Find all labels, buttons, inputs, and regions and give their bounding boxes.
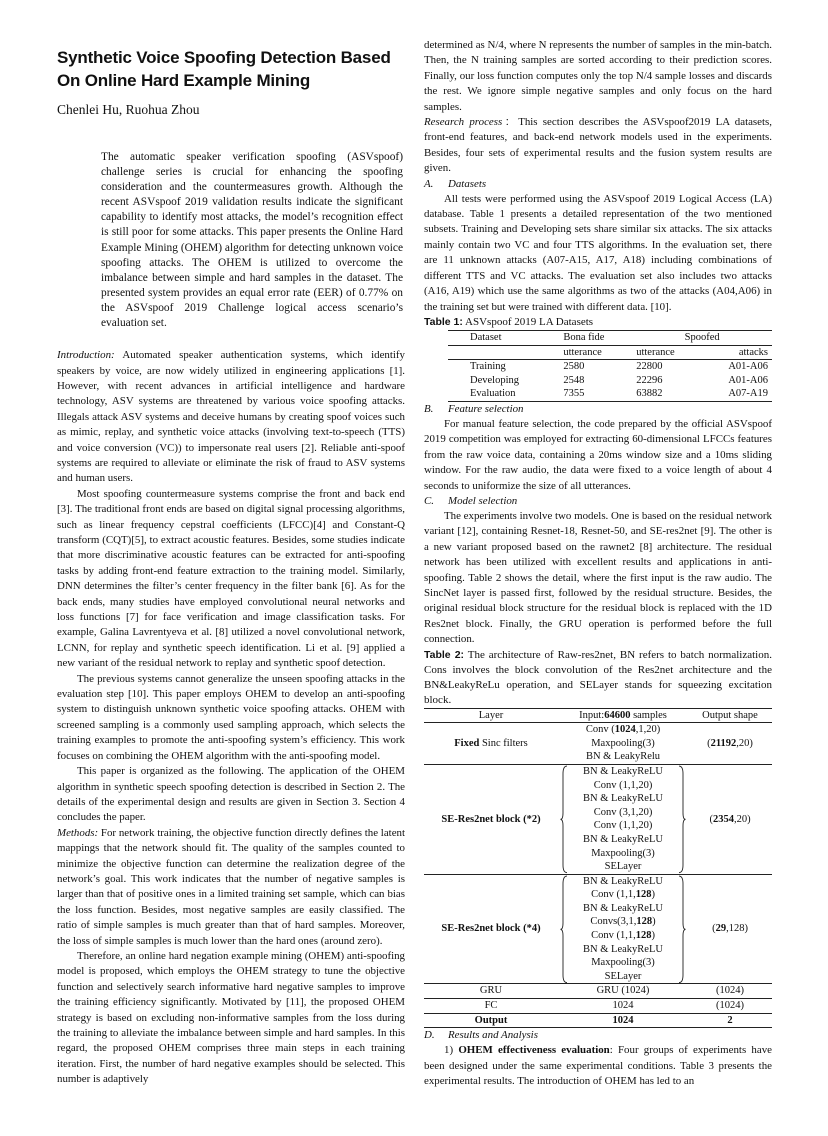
table-cell: Maxpooling(3) — [591, 737, 655, 749]
table-cell: A01-A06 — [728, 374, 768, 386]
table-cell: (21192,20) — [707, 737, 753, 749]
paragraph: The previous systems cannot generalize the unseen spoofing attacks in the evaluation step [10]. This paper employs OHEM to develop an anti-spoofing system to distinguish unknown synthetic voice spoofing attacks. OHEM with screened sampling is a commonly used sampling approach, which selects the training examples to promote the anti-spoofing system’s efficiency. This work focuses on combining the OHEM algorithm with the anti-spoofing model. — [57, 672, 405, 762]
table-cell: 1024 — [558, 1013, 688, 1028]
abstract — [101, 150, 403, 331]
paragraph: All tests were performed using the ASVspoof 2019 Logical Access (LA) database. Table 1 presents a detailed representation of the two mentioned subsets. Training and Developing sets share similar six attacks. The six attacks mainly contain two VC and four TTS algorithms. In the evaluation set, there are 11 unknown attacks (A07-A15, A17, A18) including combinations of different TTS and VC attacks. The evaluation set also includes two attacks (A16, A19) which use the same algorithms as two of the attacks (A04,A06) in the training set but were trained with different data. [10]. — [424, 192, 772, 313]
table1 — [448, 330, 772, 402]
paper-title — [57, 46, 405, 92]
table-cell: (29,128) — [688, 874, 772, 984]
table-header: utterance — [632, 345, 701, 360]
table-cell: 7355 — [559, 387, 632, 401]
table-header: Layer — [424, 708, 558, 723]
table-header: utterance — [559, 345, 632, 360]
table-cell: A01-A06 — [728, 361, 768, 373]
section-label: Methods: — [57, 826, 99, 839]
table-header: Bona fide — [559, 330, 632, 345]
table-cell: Developing — [470, 374, 519, 386]
paragraph: determined as N/4, where N represents the number of samples in the min-batch. Then, the N training samples are sorted according to their prediction scores. Finally, our loss function computes only the top N/4 sample losses and discards the rest. We ignore simple negative samples and only focus on the hard samples. — [424, 39, 772, 113]
title-line: On Online Hard Example Mining — [57, 71, 311, 90]
block-contents: BN & LeakyReLU Conv (1,1,20) BN & LeakyReLU Conv (3,1,20) Conv (1,1,20) BN & LeakyReLU Maxpooling(3) SELayer — [558, 764, 688, 874]
table-row — [424, 723, 772, 737]
table-cell: GRU — [424, 984, 558, 999]
table-cell: SE-Res2net block (*2) — [424, 764, 558, 874]
table-cell: (2354,20) — [688, 764, 772, 874]
table-cell: Fixed Sinc filters — [454, 737, 528, 749]
paragraph: The experiments involve two models. One is based on the residual network variant [12], containing Resnet-18, Resnet-50, and SE-res2net [9]. The other is a new variant proposed based on the rawnet2 [8] architecture. The residual network has been utilized with excellent results and applications in anti-spoofing. Table 2 shows the detail, where the first input is the raw audio. The SincNet layer is passed first, followed by the residual structure. Besides, the original residual block structure for the residual block is replaced with the 1D Res2net block. Finally, the GRU operation is performed before the full connection. — [424, 509, 772, 646]
subsection-heading: C. Model selection — [424, 494, 518, 507]
introduction-section — [57, 348, 405, 1088]
table-header: Input:64600 samples — [558, 708, 688, 723]
paragraph: Most spoofing countermeasure systems comprise the front and back end [3]. The traditional front ends are based on digital signal processing algorithms, such as linear frequency cepstral coefficients (LFCC)[4] and Constant-Q transform (CQT)[5], to extract acoustic features. Besides, some studies indicate that more discriminative acoustic features can be extracted for anti-spoofing tasks by adding front-end feature extraction to the training model. Similarly, DNN determines the filter’s center frequency in the filter bank [6]. As for the back ends, many studies have employed convolutional neural networks and loss functions [7] for face verification and image classification tasks. For example, Galina Lavrentyeva et al. [8] utilized a novel convolutional network, LCNN, for replay and synthetic speech identification. Li et al. [9] applied a new variant of the residual network to replay and synthetic spoof detection. — [57, 487, 405, 670]
left-column — [57, 46, 405, 1088]
right-column — [424, 38, 772, 1089]
table-header-row — [448, 345, 772, 360]
table-header: Output shape — [688, 708, 772, 723]
left-brace-icon — [560, 875, 568, 984]
title-line: Synthetic Voice Spoofing Detection Based — [57, 48, 391, 67]
table-cell: 22296 — [636, 374, 663, 386]
table-row — [448, 360, 772, 374]
table-header: Spoofed — [632, 330, 772, 345]
paragraph: Introduction: Automated speaker authentication systems, which identify speakers by voice, are now widely utilized in engineering applications [1]. However, with recent advances in artificial intelligence and hardware technology, ASV systems are threatened by various voice spoofing attacks. Illegals attack ASV systems and deceive humans by creating spoof voices such as mimic, replay, and synthetic voice attacks (involving text-to-speech (TTS) and voice conversion (VC)) to impersonate real users [2]. Reliable anti-spoof systems are required to alleviate or eliminate the risk of fraud to ASV systems and human users. — [57, 349, 405, 485]
table-header: Dataset — [448, 330, 559, 345]
table-cell: SE-Res2net block (*4) — [424, 874, 558, 984]
table-row — [448, 387, 772, 401]
table-cell: 1024 — [558, 999, 688, 1014]
paragraph: Methods: For network training, the objective function directly defines the latent mappings that the network should fit. The quality of the samples counted to minimize the objective function can determine the realization degree of the network’s goal. This work indicates that the number of negative samples is larger than that of positive ones in a limited training set sample, which can bias the loss function. Besides, most negative samples are easily classified. The ratio of simple samples is much greater than that of hard samples. Moreover, the loss of simple samples is much lower than the hard ones (around zero). — [57, 826, 405, 947]
paragraph: Research process：This section describes the ASVspoof2019 LA datasets, front-end features, and back-end network models used in the experiments. Besides, four sets of experimental results and the fusion system results are given. — [424, 116, 772, 175]
table-cell: 2 — [688, 1013, 772, 1028]
table-row — [424, 999, 772, 1014]
table-cell: Output — [424, 1013, 558, 1028]
table-cell: A07-A19 — [701, 387, 772, 401]
table-header-row — [424, 708, 772, 723]
table-row — [424, 1013, 772, 1028]
table-cell: 2548 — [563, 374, 585, 386]
table-cell: 22800 — [636, 361, 663, 373]
table-cell: Evaluation — [448, 387, 559, 401]
abstract-text: The automatic speaker verification spoofing (ASVspoof) challenge series is crucial for enhancing the spoofing consideration and the countermeasures growth. Although the recent ASVspoof 2019 validation results indicate the significant capability to identify most attacks, the model’s recognition effect is still poor for some attacks. This paper presents the Online Hard Example Mining (OHEM) algorithm for detecting unknown voice spoofing attacks. The OHEM is utilized to overcome the imbalance between simple and hard samples in the dataset. The presented system provides an equal error rate (EER) of 0.77% on the ASVspoof 2019 Challenge logical access scenario’s evaluation set. — [101, 151, 403, 330]
table2 — [424, 708, 772, 1029]
right-brace-icon — [678, 875, 686, 984]
left-brace-icon — [560, 765, 568, 874]
paragraph: This paper is organized as the following. The application of the OHEM algorithm in synthetic speech spoofing detection is described in Section 2. The details of the experimental design and results are given in Section 3. Section 4 concludes the paper. — [57, 765, 405, 824]
paragraph: For manual feature selection, the code prepared by the official ASVspoof 2019 competition was employed for extracting 60-dimensional LFCCs features from the raw voice data, containing a 20ms window size and a 10ms sliding window. For the raw audio, the data were fixed to a voice length of about 4 seconds to uniformize the size of all utterances. — [424, 417, 772, 492]
table2-caption: Table 2: The architecture of Raw-res2net, BN refers to batch normalization. Cons involves the block convolution of the Res2net architecture and the BN&LeakyReLu operation, and SELayer stands for squeezing excitation block. — [424, 648, 772, 706]
table-row — [424, 984, 772, 999]
section-label: Research process — [424, 116, 503, 129]
table-cell: 2580 — [563, 361, 585, 373]
table-row — [448, 374, 772, 388]
block-contents: BN & LeakyReLU Conv (1,1,128) BN & LeakyReLU Convs(3,1,128) Conv (1,1,128) BN & LeakyReLU Maxpooling(3) SELayer — [558, 874, 688, 984]
paragraph: Therefore, an online hard negation example mining (OHEM) anti-spoofing model is proposed, which employs the OHEM strategy to tune the objective function and selectively search informative hard negative samples to improve the training efficiency significantly. Motivated by [11], the proposed OHEM strategy is based on excluding non-informative samples from the loss during the training to alleviate the imbalance between simple and hard samples. In this regard, the proposed OHEM comprises three main steps in each training iteration. First, the number of hard negative examples should be selected. This number is adaptively — [57, 949, 405, 1086]
table-cell: BN & LeakyRelu — [585, 751, 661, 763]
subsection-heading: A. Datasets — [424, 177, 487, 190]
section-label: Introduction: — [57, 349, 115, 362]
table-header-row — [448, 330, 772, 345]
table-cell: (1024) — [688, 999, 772, 1014]
right-brace-icon — [678, 765, 686, 874]
subsection-heading: D. Results and Analysis — [424, 1029, 538, 1042]
table-cell: 63882 — [632, 387, 701, 401]
table-cell: GRU (1024) — [558, 984, 688, 999]
subsection-heading: B. Feature selection — [424, 402, 524, 415]
table1-caption: Table 1: ASVspoof 2019 LA Datasets — [424, 315, 594, 328]
authors: Chenlei Hu, Ruohua Zhou — [57, 102, 200, 117]
table-cell: Training — [470, 361, 506, 373]
paragraph: 1) OHEM effectiveness evaluation: Four groups of experiments have been designed under the same experimental conditions. Table 3 presents the experimental results. The introduction of OHEM has led to an — [424, 1044, 772, 1088]
table-cell: Conv (1024,1,20) — [585, 724, 661, 736]
table-cell: (1024) — [688, 984, 772, 999]
table-header: attacks — [701, 345, 772, 360]
table-cell: FC — [424, 999, 558, 1014]
